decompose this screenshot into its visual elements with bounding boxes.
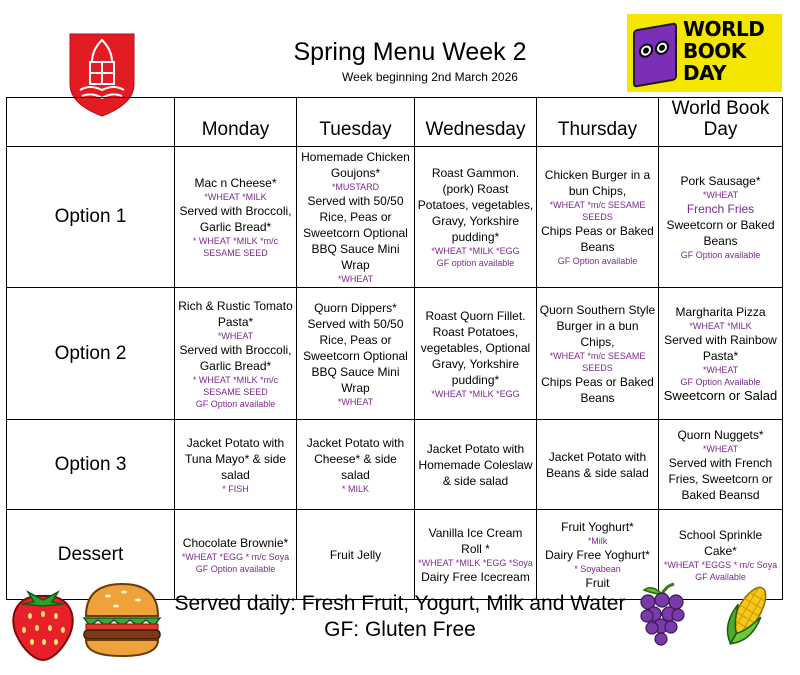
row-label: Option 2 (7, 288, 175, 420)
allergen-note: *WHEAT (337, 396, 374, 407)
row-label: Option 1 (7, 147, 175, 288)
dish-text: School Sprinkle Cake* (678, 527, 763, 558)
allergen-note: *WHEAT (337, 274, 374, 284)
menu-cell (175, 147, 297, 288)
day-header: Thursday (537, 98, 659, 147)
dish-text: Quorn Southern Style Burger in a bun Chips, (539, 302, 656, 349)
dish-text: Chocolate Brownie* (182, 535, 289, 550)
dish-text: Homemade Chicken Goujons* (301, 150, 410, 180)
footer-gf-note: GF: Gluten Free (324, 618, 476, 641)
allergen-note: *WHEAT *MILK (204, 192, 267, 202)
dish-text: Roast Quorn Fillet. Roast Potatoes, vegetables, Optional Gravy, Yorkshire pudding* (420, 308, 531, 387)
dish-text: Vanilla Ice Cream Roll * (428, 525, 523, 556)
allergen-note: *WHEAT *m/c SESAME SEEDS (549, 200, 646, 222)
allergen-note: * FISH (222, 483, 249, 494)
allergen-note: *WHEAT *EGG * m/c Soya (181, 551, 290, 562)
dish-text: Dairy Free Icecream (421, 569, 530, 584)
menu-cell (659, 288, 783, 420)
allergen-note: * WHEAT *MILK *m/c SESAME SEED (192, 374, 279, 397)
dish-text: Quorn Nuggets* (677, 427, 764, 442)
dish-text: Chips Peas or Baked Beans (541, 374, 654, 405)
menu-cell (297, 288, 415, 420)
menu-cell (537, 288, 659, 420)
allergen-note: *WHEAT (702, 443, 739, 454)
menu-cell (537, 420, 659, 510)
dish-text: Chicken Burger in a bun Chips, (544, 168, 651, 198)
menu-cell (659, 420, 783, 510)
menu-cell (415, 288, 537, 420)
world-book-day-logo (627, 14, 782, 92)
badge-line-1: WORLD (683, 17, 765, 41)
gf-note: GF Option available (680, 250, 761, 260)
dish-text: Fruit (585, 575, 610, 590)
gf-note: GF Option available (195, 398, 276, 409)
page-title: Spring Menu Week 2 (293, 38, 527, 66)
menu-row (7, 288, 783, 420)
dish-text: Fruit Jelly (329, 547, 382, 562)
menu-cell (175, 510, 297, 600)
footer-served-daily: Served daily: Fresh Fruit, Yogurt, Milk and Water (174, 592, 626, 615)
dish-text: Served with 50/50 Rice, Peas or Sweetcorn Optional BBQ Sauce Mini Wrap (303, 194, 408, 272)
row-label: Dessert (7, 510, 175, 600)
gf-note: GF option available (436, 258, 515, 268)
dish-text: Mac n Cheese* (194, 176, 277, 190)
dish-text: Quorn Dippers* (314, 300, 397, 315)
gf-note: GF Option available (195, 563, 276, 574)
gf-note: GF Option Available (680, 376, 761, 387)
dish-text: Dairy Free Yoghurt* (545, 547, 650, 562)
menu-row (7, 420, 783, 510)
allergen-note: *WHEAT (702, 364, 739, 375)
allergen-note: *WHEAT *EGGS * m/c Soya (663, 559, 778, 570)
badge-line-3: DAY (683, 61, 727, 85)
dish-text: Served with 50/50 Rice, Peas or Sweetcorn Optional BBQ Sauce Mini Wrap (303, 316, 408, 395)
dish-text: Chips Peas or Baked Beans (541, 224, 654, 254)
menu-cell (175, 420, 297, 510)
burger-icon (80, 580, 164, 660)
day-header: World Book Day (659, 98, 783, 147)
dish-text: Served with Rainbow Pasta* (664, 332, 777, 363)
dish-text: Margharita Pizza (675, 304, 766, 319)
corn-icon (716, 580, 778, 650)
allergen-note: *WHEAT *m/c SESAME SEEDS (549, 350, 646, 373)
allergen-note: * MILK (341, 483, 369, 494)
gf-note: GF Available (695, 571, 746, 582)
strawberry-icon (8, 578, 78, 662)
allergen-note: *WHEAT (702, 190, 739, 200)
corner-cell (7, 98, 175, 147)
dish-text: Pork Sausage* (680, 174, 761, 188)
menu-cell (415, 420, 537, 510)
dish-text: Fruit Yoghurt* (561, 519, 634, 534)
menu-row (7, 147, 783, 288)
dish-text: Served with Broccoli, Garlic Bread* (179, 204, 292, 234)
menu-cell (175, 288, 297, 420)
dish-text: Served with Broccoli, Garlic Bread* (179, 342, 292, 373)
dish-text: Served with French Fries, Sweetcorn or Baked Beansd (668, 455, 773, 502)
allergen-note: *WHEAT *MILK (689, 320, 752, 331)
day-header: Tuesday (297, 98, 415, 147)
dish-text: French Fries (686, 202, 755, 216)
book-character-icon (633, 22, 677, 88)
header-row (7, 98, 783, 147)
menu-table (6, 97, 783, 600)
dish-text: Jacket Potato with Tuna Mayo* & side salad (185, 435, 286, 482)
menu-cell (297, 420, 415, 510)
allergen-note: * Soyabean (574, 563, 621, 574)
allergen-note: *WHEAT *MILK *EGG (431, 388, 520, 399)
dish-text: Jacket Potato with Homemade Coleslaw & side salad (418, 441, 533, 488)
dish-text: Jacket Potato with Cheese* & side salad (306, 435, 405, 482)
dish-text: Rich & Rustic Tomato Pasta* (178, 298, 293, 329)
badge-line-2: BOOK (683, 39, 746, 63)
day-header: Wednesday (415, 98, 537, 147)
row-label: Option 3 (7, 420, 175, 510)
menu-cell (659, 147, 783, 288)
menu-cell (537, 147, 659, 288)
dish-text: Roast Gammon.(pork) Roast Potatoes, vegetables, Gravy, Yorkshire pudding* (417, 166, 534, 244)
dish-text: Sweetcorn or Baked Beans (666, 218, 775, 248)
allergen-note: *WHEAT *MILK *EGG (431, 246, 520, 256)
allergen-note: *WHEAT *MILK *EGG *Soya (418, 557, 533, 568)
dish-text: Jacket Potato with Beans & side salad (546, 449, 649, 480)
menu-cell (297, 147, 415, 288)
page-subtitle: Week beginning 2nd March 2026 (342, 70, 518, 84)
menu-cell (415, 147, 537, 288)
menu-cell (297, 510, 415, 600)
dish-text: Sweetcorn or Salad (663, 387, 778, 403)
gf-note: GF Option available (557, 256, 638, 266)
allergen-note: *WHEAT (217, 330, 254, 341)
grapes-icon (636, 582, 688, 648)
allergen-note: *Milk (587, 535, 608, 546)
day-header: Monday (175, 98, 297, 147)
allergen-note: *MUSTARD (331, 182, 380, 192)
allergen-note: * WHEAT *MILK *m/c SESAME SEED (192, 236, 279, 258)
menu-cell (415, 510, 537, 600)
